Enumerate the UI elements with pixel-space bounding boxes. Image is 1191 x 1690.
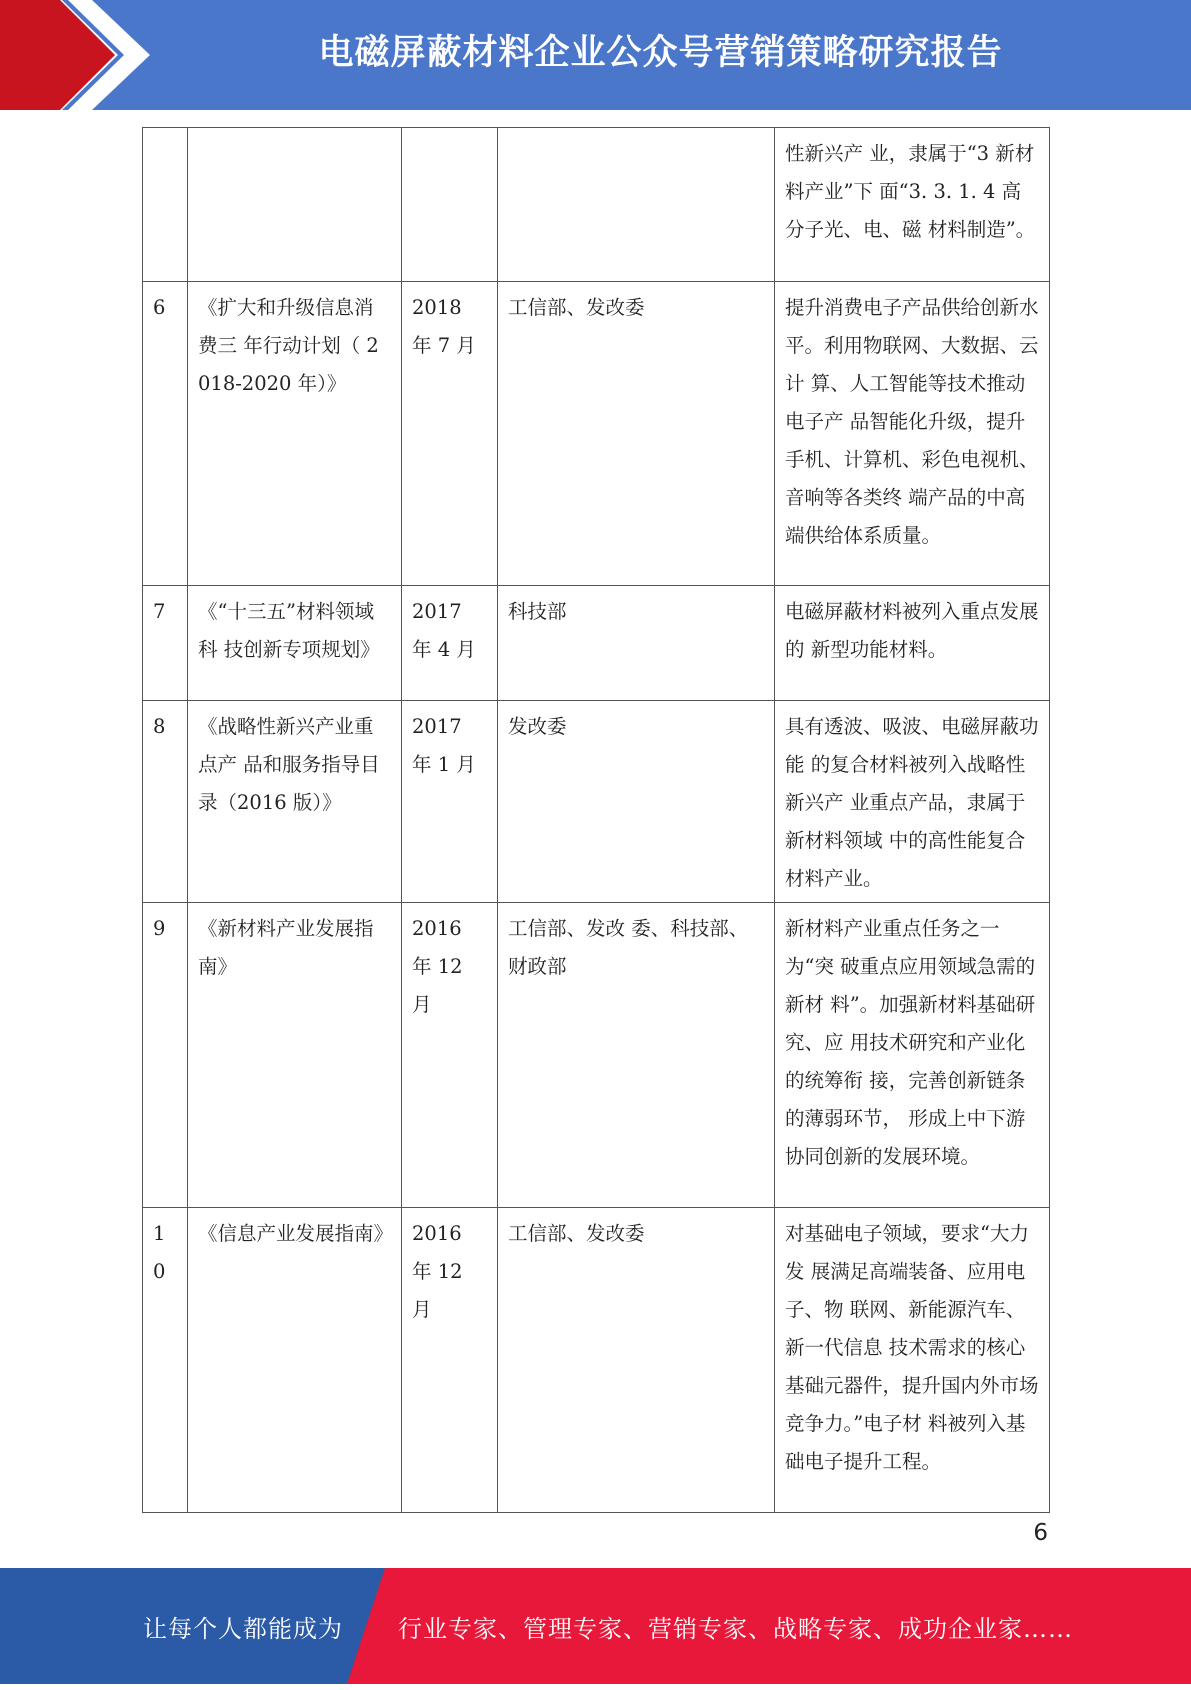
- row-number: 7: [143, 586, 188, 701]
- page-footer: [0, 1568, 1191, 1684]
- page-header: [0, 0, 1191, 110]
- page-number: 6: [1033, 1520, 1048, 1546]
- table-row: [143, 1208, 1050, 1513]
- policy-content: 对基础电子领域，要求“大力发 展满足高端装备、应用电子、物 联网、新能源汽车、新一代信息 技术需求的核心基础元器件，提升国内外市场竞争力。”电子材 料被列入基础电子提升工程。: [775, 1208, 1050, 1513]
- policy-content: 电磁屏蔽材料被列入重点发展的 新型功能材料。: [775, 586, 1050, 701]
- table-row: [143, 701, 1050, 903]
- policy-content: 新材料产业重点任务之一为“突 破重点应用领域急需的新材 料”。加强新材料基础研究、应 用技术研究和产业化的统筹衔 接，完善创新链条的薄弱环节， 形成上中下游协同创新的发展环境。: [775, 903, 1050, 1208]
- policy-content: 具有透波、吸波、电磁屏蔽功能 的复合材料被列入战略性新兴产 业重点产品，隶属于新材料领域 中的高性能复合材料产业。: [775, 701, 1050, 903]
- footer-slogan-left: 让每个人都能成为: [143, 1615, 343, 1643]
- issuing-department: 工信部、发改委: [498, 1208, 775, 1513]
- document-title: 电磁屏蔽材料企业公众号营销策略研究报告: [318, 33, 1003, 73]
- table-row: [143, 903, 1050, 1208]
- issue-date: [402, 128, 498, 282]
- issue-date: 2017 年 1 月: [402, 701, 498, 903]
- row-number: 10: [143, 1208, 188, 1513]
- issuing-department: 发改委: [498, 701, 775, 903]
- table-row: [143, 282, 1050, 586]
- table-row: [143, 586, 1050, 701]
- policy-content: 性新兴产 业，隶属于“3 新材料产业”下 面“3. 3. 1. 4 高分子光、电、磁 材料制造”。: [775, 128, 1050, 282]
- row-number: 8: [143, 701, 188, 903]
- policy-name: 《“十三五”材料领域科 技创新专项规划》: [188, 586, 402, 701]
- issuing-department: 工信部、发改 委、科技部、 财政部: [498, 903, 775, 1208]
- table-row: [143, 128, 1050, 282]
- row-number: [143, 128, 188, 282]
- footer-slogan-right: 行业专家、管理专家、营销专家、战略专家、成功企业家……: [398, 1615, 1073, 1643]
- policy-table: [142, 127, 1050, 1513]
- policy-name: 《战略性新兴产业重点产 品和服务指导目录（2016 版）》: [188, 701, 402, 903]
- policy-name: [188, 128, 402, 282]
- issuing-department: [498, 128, 775, 282]
- policy-name: 《新材料产业发展指南》: [188, 903, 402, 1208]
- issue-date: 2017 年 4 月: [402, 586, 498, 701]
- policy-content: 提升消费电子产品供给创新水 平。利用物联网、大数据、云计 算、人工智能等技术推动电子产 品智能化升级，提升手机、计算机、彩色电视机、音响等各类终 端产品的中高端供给体系质量。: [775, 282, 1050, 586]
- issue-date: 2016 年 12 月: [402, 903, 498, 1208]
- row-number: 6: [143, 282, 188, 586]
- issuing-department: 科技部: [498, 586, 775, 701]
- policy-name: 《扩大和升级信息消费三 年行动计划（ 2018-2020 年）》: [188, 282, 402, 586]
- policy-name: 《信息产业发展指南》: [188, 1208, 402, 1513]
- issue-date: 2018 年 7 月: [402, 282, 498, 586]
- issuing-department: 工信部、发改委: [498, 282, 775, 586]
- row-number: 9: [143, 903, 188, 1208]
- issue-date: 2016 年 12 月: [402, 1208, 498, 1513]
